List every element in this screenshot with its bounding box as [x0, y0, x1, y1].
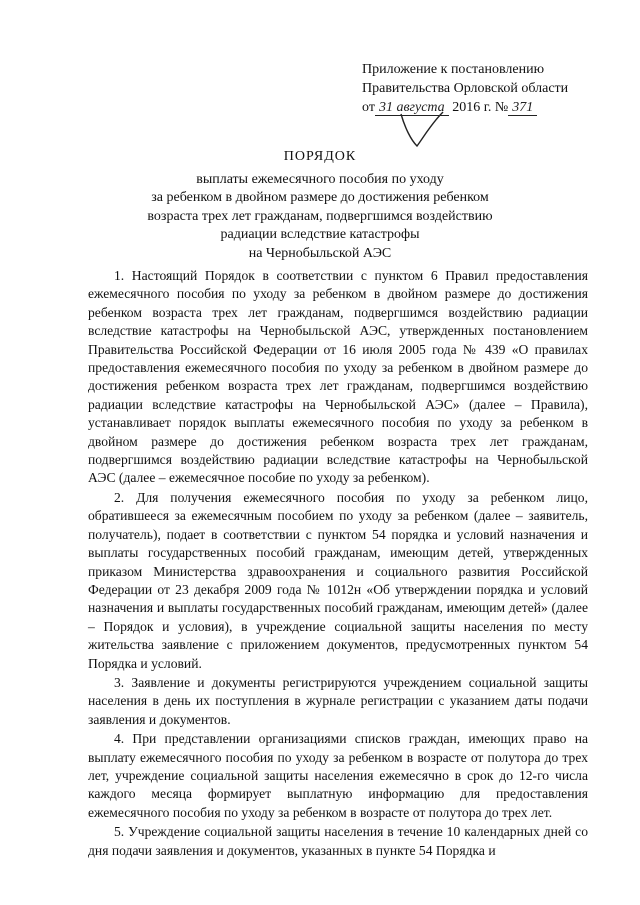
title-line-1: выплаты ежемесячного пособия по уходу: [196, 171, 444, 187]
title-line-4: радиации вследствие катастрофы: [220, 227, 420, 242]
appendix-line-2: Правительства Орловской области: [362, 81, 569, 96]
document-heading: ПОРЯДОК: [283, 149, 357, 164]
handwritten-number: 371: [508, 100, 537, 116]
title-line-5: на Чернобыльской АЭС: [248, 245, 392, 261]
appendix-line-1: Приложение к постановлению: [362, 62, 545, 77]
paragraph-5: 5. Учреждение социальной защиты населения в течение 10 календарных дней со дня подачи заявления и документов, указанных в пункте 54 Порядка и: [88, 824, 588, 858]
date-prefix: от: [362, 100, 375, 115]
title-line-3: возраста трех лет гражданам, подвергшимся воздействию: [147, 208, 493, 224]
year-number-label: 2016 г. №: [452, 100, 509, 115]
paragraph-1: 1. Настоящий Порядок в соответствии с пунктом 6 Правил предоставления ежемесячного пособия по уходу за ребенком в двойном размере до достижения ребенком возраста трех лет гражданам, подвергшимся воздействию радиации вследствие катастрофы на Чернобыльской АЭС, утвержденных постановлением Правительства Российской Федерации от 16 июля 2005 года № 439 «О правилах предоставления ежемесячного пособия по уходу за ребенком в двойном размере до достижения ребенком возраста трех лет гражданам, подвергшимся воздействию радиации вследствие катастрофы на Чернобыльской АЭС» (далее – Правила), устанавливает порядок выплаты ежемесячного пособия по уходу за ребенком в двойном размере до достижения ребенком возраста трех лет гражданам, подвергшимся воздействию радиации вследствие катастрофы на Чернобыльской АЭС (далее – ежемесячное пособие по уходу за ребенком).: [88, 268, 588, 486]
document-body: [88, 267, 588, 861]
paragraph-3: 3. Заявление и документы регистрируются учреждением социальной защиты населения в день их поступления в журнале регистрации с указанием даты подачи заявления и документов.: [88, 674, 588, 727]
document-title-block: [80, 148, 560, 263]
title-line-2: за ребенком в двойном размере до достижения ребенком: [151, 190, 489, 205]
paragraph-2: 2. Для получения ежемесячного пособия по уходу за ребенком лицо, обратившееся за ежемесячным пособием по уходу за ребенком (далее – заявитель, получатель), подает в соответствии с пунктом 54 порядка и условий назначения и выплаты государственных пособий гражданам, имеющим детей, утвержденных приказом Министерства здравоохранения и социального развития Российской Федерации от 23 декабря 2009 года № 1012н «Об утверждении порядка и условий назначения и выплаты государственных пособий гражданам, имеющим детей» (далее – Порядок и условия), в учреждение социальной защиты населения по месту жительства заявление с приложением документов, предусмотренных пунктом 54 Порядка и условий.: [88, 489, 588, 671]
handwritten-date: 31 августа: [375, 100, 449, 116]
signature-mark: [395, 108, 455, 150]
paragraph-4: 4. При представлении организациями списков граждан, имеющих право на выплату ежемесячного пособия по уходу за ребенком в возрасте от полутора до трех лет, учреждение социальной защиты населения ежемесячно в срок до 12-го числа каждого месяца формирует выплатную информацию для предоставления ежемесячного пособия по уходу за ребенком в возрасте от полутора до трех лет.: [88, 731, 588, 820]
